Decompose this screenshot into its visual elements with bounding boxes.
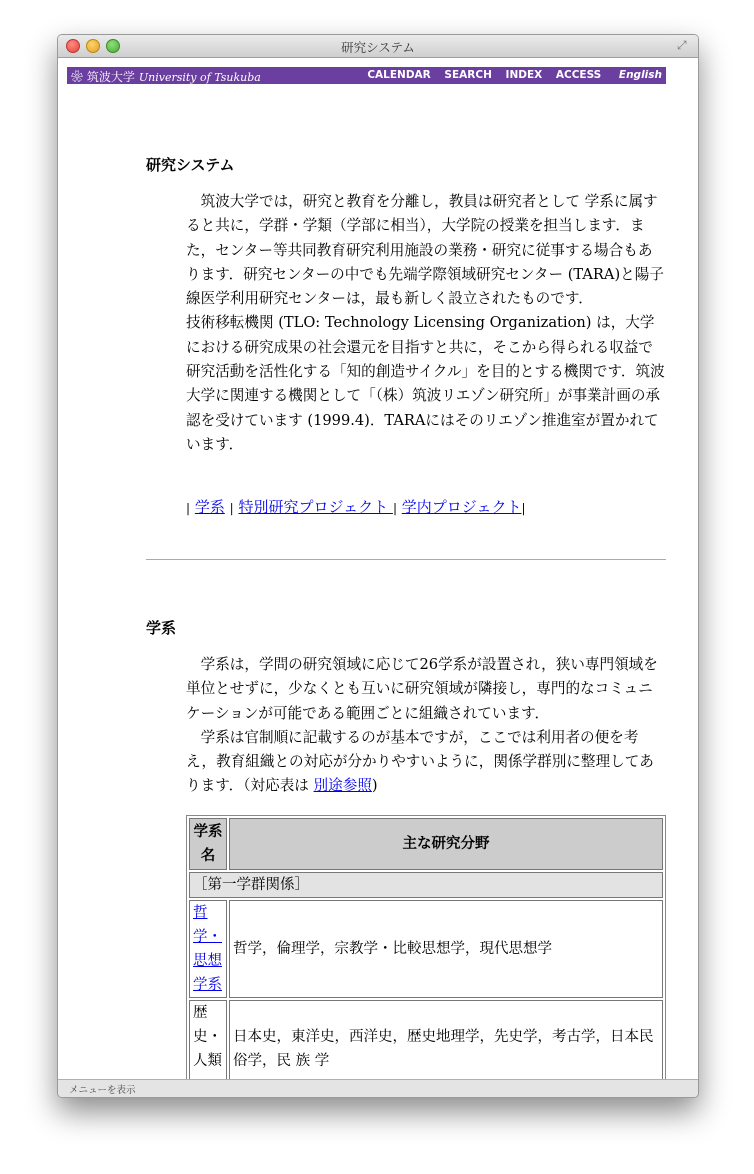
table-row	[189, 1000, 663, 1079]
table-header-row	[189, 818, 663, 870]
status-text[interactable]: メニューを表示	[69, 1085, 136, 1096]
nav-calendar-link[interactable]: CALENDAR	[367, 69, 431, 81]
nav-index-link[interactable]: INDEX	[505, 69, 543, 81]
separator: |	[521, 501, 526, 515]
department-name-cell	[189, 900, 227, 998]
link-campus-project[interactable]: 学内プロジェクト	[401, 498, 522, 516]
nav-access-link[interactable]: ACCESS	[555, 69, 602, 81]
nav-english-link[interactable]: English	[618, 69, 662, 81]
paragraph: 筑波大学では，研究と教育を分離し，教員は研究者として 学系に属すると共に，学群・学類（学部に相当），大学院の授業を担当します．また，センター等共同教育研究利用施設の業務・研究に従事する場合もあります．研究センターの中でも先端学際領域研究センター (TARA)と陽子線医学利用研究センターは，最も新しく設立されたものです．	[186, 193, 664, 308]
divider	[146, 559, 666, 560]
paragraph-text: 学系は官制順に記載するのが基本ですが，ここでは利用者の便を考え，教育組織との対応が分かりやすいように，関係学群別に整理してあります．（対応表は	[186, 728, 654, 795]
paragraph-text: )	[371, 777, 378, 795]
logo-emblem-icon: ❀	[71, 70, 84, 84]
site-navbar	[67, 67, 666, 84]
column-header-name: 学系名	[189, 818, 227, 870]
table-group-row	[189, 872, 663, 898]
paragraph: 技術移転機関 (TLO: Technology Licensing Organization) は，大学における研究成果の社会還元を目指すと共に，そこから得られる収益で研究活動を活性化する「知的創造サイクル」を目的とする機関です．筑波大学に関連する機関として「（株）筑波リエゾン研究所」が事業計画の承認を受けています (1999.4)．TARAにはそのリエゾン推進室が置かれています．	[186, 314, 665, 453]
browser-window	[57, 34, 699, 1098]
research-fields-cell: 哲学，倫理学，宗教学・比較思想学，現代思想学	[229, 900, 663, 998]
fullscreen-icon[interactable]: ⤢	[677, 38, 687, 52]
paragraph	[186, 726, 666, 799]
university-logo[interactable]	[71, 68, 261, 85]
department-link[interactable]: 哲学・思想学系	[193, 905, 222, 993]
research-fields-table	[186, 815, 666, 1079]
section-heading-research-system: 研究システム	[146, 156, 235, 174]
logo-en: University of Tsukuba	[138, 71, 261, 84]
separator: |	[392, 501, 397, 515]
page-content	[58, 58, 698, 1079]
gakkei-text	[186, 653, 666, 799]
section-heading-gakkei: 学系	[146, 619, 177, 637]
research-fields-cell: 日本史，東洋史，西洋史，歴史地理学，先史学，考古学，日本民俗学，民 族 学	[229, 1000, 663, 1079]
link-see-separately[interactable]: 別途参照	[313, 777, 372, 795]
separator: |	[186, 501, 191, 515]
paragraph: 学系は，学問の研究領域に応じて26学系が設置され，狭い専門領域を単位とせずに，少なくとも互いに研究領域が隣接し，専門的なコミュニケーションが可能である範囲ごとに組織されています．	[186, 656, 658, 722]
research-system-text	[186, 190, 666, 457]
title-bar[interactable]	[58, 35, 698, 58]
nav-search-link[interactable]: SEARCH	[444, 69, 492, 81]
section-links	[186, 496, 526, 517]
column-header-fields: 主な研究分野	[229, 818, 663, 870]
group-label: ［第一学群関係］	[189, 872, 663, 898]
link-special-research-project[interactable]: 特別研究プロジェクト	[238, 498, 393, 516]
department-name-cell: 歴史・人類	[189, 1000, 227, 1079]
nav-links	[357, 69, 662, 81]
logo-jp: 筑波大学	[86, 70, 135, 84]
window-title: 研究システム	[341, 40, 415, 55]
separator: |	[229, 501, 234, 515]
table-row	[189, 900, 663, 998]
status-bar	[58, 1079, 698, 1097]
link-gakkei[interactable]: 学系	[194, 498, 225, 516]
